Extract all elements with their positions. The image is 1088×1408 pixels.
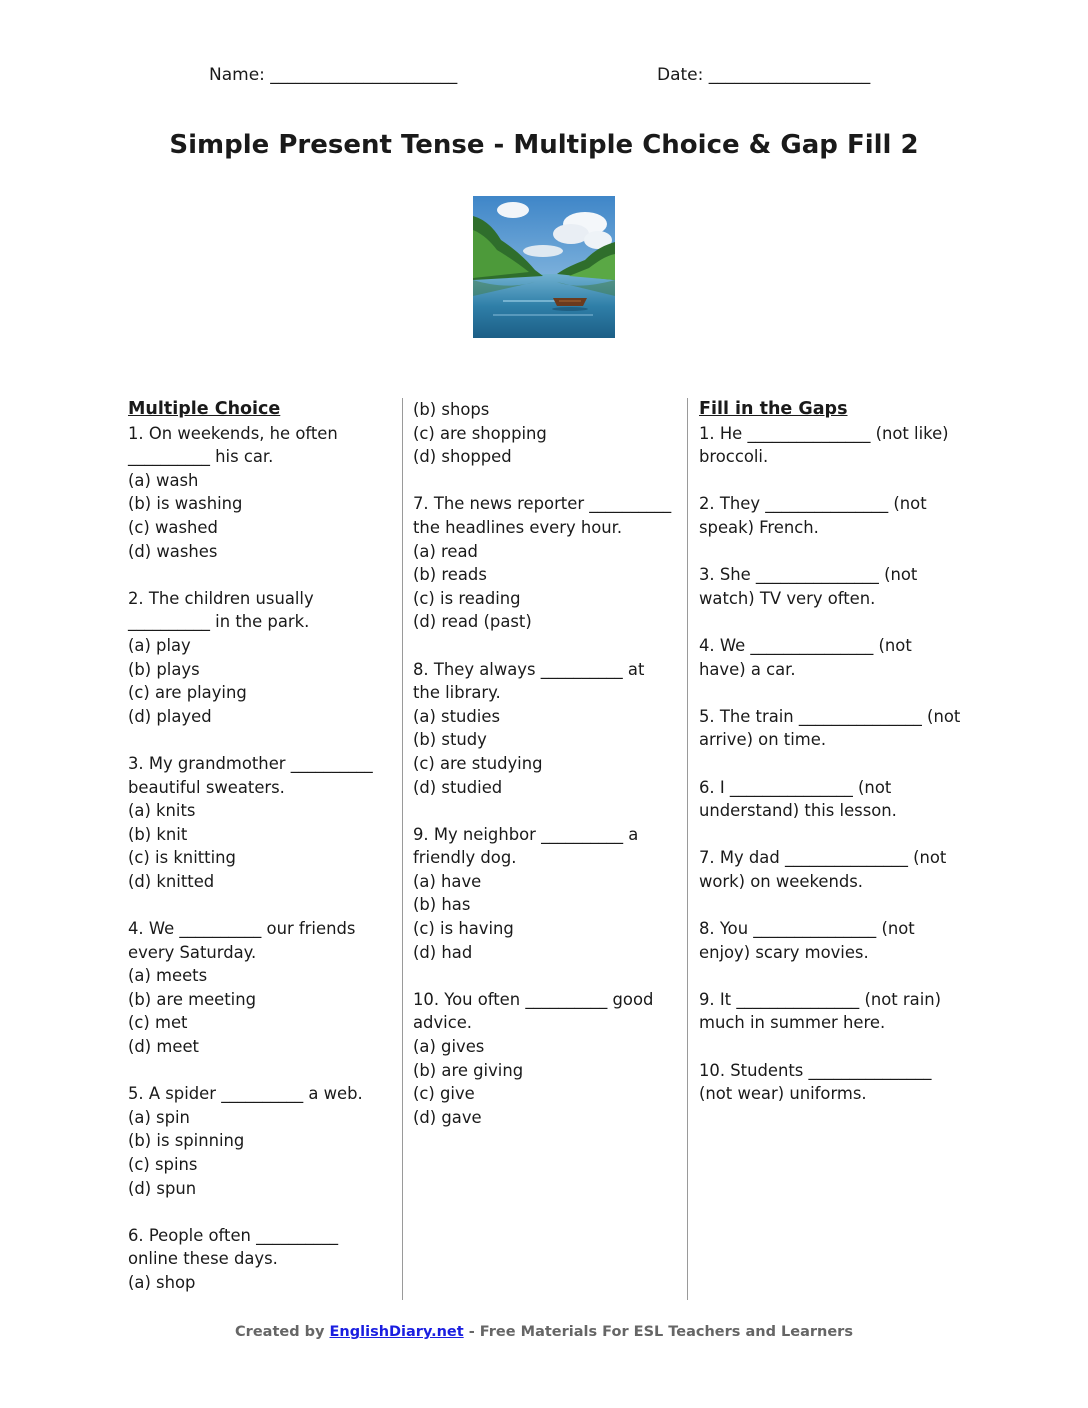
worksheet-line: (d) read (past) bbox=[413, 612, 532, 632]
worksheet-line: (c) is reading bbox=[413, 588, 521, 608]
worksheet-line: (d) washes bbox=[128, 541, 218, 561]
spacer bbox=[128, 1200, 380, 1224]
worksheet-line: 7. The news reporter __________ the headlines every hour. bbox=[413, 494, 677, 537]
worksheet-line: 4. We _______________ (not have) a car. bbox=[699, 635, 917, 679]
worksheet-line: (a) knits bbox=[128, 801, 196, 821]
worksheet-line: (a) meets bbox=[128, 966, 208, 986]
section-heading: Fill in the Gaps bbox=[699, 399, 848, 419]
spacer bbox=[128, 728, 380, 752]
spacer bbox=[128, 893, 380, 917]
worksheet-line: (b) knit bbox=[128, 824, 188, 844]
worksheet-line: (b) are giving bbox=[413, 1060, 524, 1080]
worksheet-line: 6. I _______________ (not understand) this lesson. bbox=[699, 777, 897, 821]
spacer bbox=[128, 1059, 380, 1083]
lake-boat-illustration bbox=[473, 196, 615, 338]
spacer bbox=[699, 681, 961, 705]
worksheet-line: 9. My neighbor __________ a friendly dog. bbox=[413, 824, 644, 868]
worksheet-line: (c) is knitting bbox=[128, 848, 236, 868]
worksheet-line: (d) spun bbox=[128, 1178, 197, 1198]
worksheet-line: (a) spin bbox=[128, 1107, 190, 1127]
worksheet-line: 4. We __________ our friends every Saturday. bbox=[128, 919, 361, 962]
footer-suffix: - Free Materials For ESL Teachers and Learners bbox=[463, 1324, 853, 1340]
worksheet-line: 1. On weekends, he often __________ his car. bbox=[128, 423, 343, 467]
worksheet-line: (c) are shopping bbox=[413, 423, 547, 443]
spacer bbox=[699, 540, 961, 564]
worksheet-line: (b) shops bbox=[413, 400, 490, 419]
worksheet-line: (c) met bbox=[128, 1013, 188, 1033]
worksheet-line: (d) shopped bbox=[413, 447, 512, 467]
worksheet-line: (c) washed bbox=[128, 517, 218, 537]
worksheet-line: (a) gives bbox=[413, 1037, 485, 1057]
worksheet-line: 8. You _______________ (not enjoy) scary movies. bbox=[699, 919, 920, 962]
worksheet-line: 10. Students _______________ (not wear) uniforms. bbox=[699, 1060, 937, 1104]
worksheet-line: (b) has bbox=[413, 895, 471, 915]
spacer bbox=[413, 469, 675, 493]
spacer bbox=[699, 469, 961, 493]
worksheet-line: (c) are studying bbox=[413, 753, 543, 773]
worksheet-line: (a) read bbox=[413, 541, 478, 561]
spacer bbox=[699, 1035, 961, 1059]
spacer bbox=[699, 752, 961, 776]
worksheet-line: (d) gave bbox=[413, 1107, 482, 1127]
worksheet-line: (b) is washing bbox=[128, 494, 243, 514]
worksheet-line: (c) are playing bbox=[128, 683, 247, 703]
footer bbox=[0, 1322, 1088, 1342]
worksheet-line: (a) have bbox=[413, 871, 482, 891]
worksheet-line: 3. My grandmother __________ beautiful sweaters. bbox=[128, 753, 378, 797]
worksheet-line: (a) shop bbox=[128, 1272, 196, 1292]
spacer bbox=[699, 893, 961, 917]
spacer bbox=[699, 610, 961, 634]
multiple-choice-column-continued bbox=[413, 398, 675, 1129]
column-divider bbox=[687, 398, 688, 1300]
spacer bbox=[413, 634, 675, 658]
multiple-choice-column bbox=[128, 398, 380, 1295]
spacer bbox=[413, 799, 675, 823]
worksheet-line: 5. A spider __________ a web. bbox=[128, 1084, 363, 1104]
worksheet-line: 2. They _______________ (not speak) French. bbox=[699, 494, 932, 537]
fill-in-gaps-column bbox=[699, 398, 966, 1106]
worksheet-line: (d) studied bbox=[413, 777, 503, 797]
spacer bbox=[128, 563, 380, 587]
lake-boat-svg bbox=[473, 196, 615, 338]
worksheet-line: (a) play bbox=[128, 635, 191, 655]
worksheet-line: 5. The train _______________ (not arrive) on time. bbox=[699, 706, 966, 750]
worksheet-line: 6. People often __________ online these days. bbox=[128, 1225, 344, 1269]
section-heading: Multiple Choice bbox=[128, 399, 281, 419]
worksheet-line: 3. She _______________ (not watch) TV very often. bbox=[699, 565, 923, 608]
worksheet-line: 1. He _______________ (not like) broccoli. bbox=[699, 423, 954, 467]
spacer bbox=[699, 964, 961, 988]
column-divider bbox=[402, 398, 403, 1300]
worksheet-line: (d) played bbox=[128, 706, 212, 726]
worksheet-line: 7. My dad _______________ (not work) on weekends. bbox=[699, 848, 952, 891]
englishdiary-link[interactable]: EnglishDiary.net bbox=[329, 1324, 464, 1340]
worksheet-line: (b) plays bbox=[128, 659, 200, 679]
worksheet-line: (a) wash bbox=[128, 470, 199, 490]
worksheet-line: (d) had bbox=[413, 942, 473, 962]
spacer bbox=[413, 964, 675, 988]
worksheet-line: (b) study bbox=[413, 730, 487, 750]
worksheet-line: (d) meet bbox=[128, 1037, 199, 1057]
worksheet-line: (c) is having bbox=[413, 919, 514, 939]
worksheet-line: 9. It _______________ (not rain) much in summer here. bbox=[699, 989, 947, 1033]
date-field[interactable]: Date: ___________________ bbox=[657, 65, 871, 85]
worksheet-line: 8. They always __________ at the library. bbox=[413, 659, 650, 703]
worksheet-line: (c) spins bbox=[128, 1155, 198, 1174]
worksheet-line: (a) studies bbox=[413, 706, 500, 726]
worksheet-line: (d) knitted bbox=[128, 871, 215, 891]
footer-prefix: Created by bbox=[235, 1324, 330, 1340]
spacer bbox=[699, 823, 961, 847]
worksheet-line: (c) give bbox=[413, 1084, 475, 1104]
worksheet-line: 2. The children usually __________ in the park. bbox=[128, 588, 319, 632]
name-field[interactable]: Name: ______________________ bbox=[209, 65, 458, 85]
page-title: Simple Present Tense - Multiple Choice & Gap Fill 2 bbox=[169, 130, 919, 160]
worksheet-line: (b) is spinning bbox=[128, 1131, 245, 1151]
worksheet-line: (b) are meeting bbox=[128, 989, 257, 1009]
worksheet-line: 10. You often __________ good advice. bbox=[413, 989, 659, 1033]
worksheet-line: (b) reads bbox=[413, 565, 487, 585]
